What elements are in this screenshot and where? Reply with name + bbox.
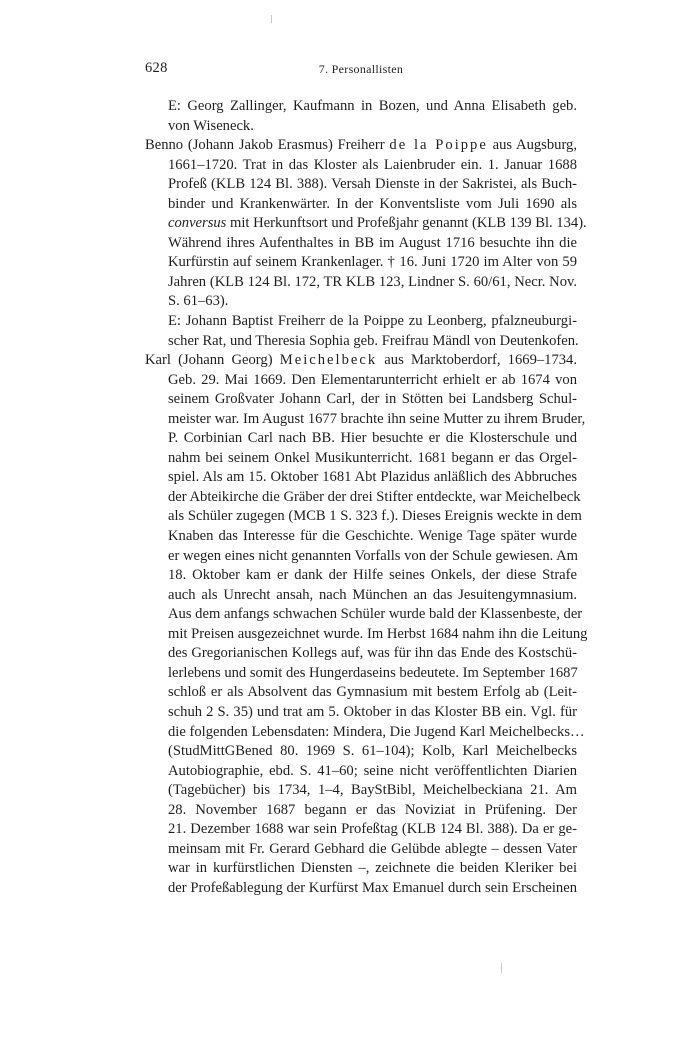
entry-benno xyxy=(145,136,587,351)
running-head: 7. Personallisten xyxy=(318,62,404,76)
text-line: 18. Oktober kam er dank der Hilfe seines Onkels, der diese Strafe xyxy=(168,567,577,584)
text-line: seinem Großvater Johann Carl, der in Stötten bei Landsberg Schul- xyxy=(168,391,577,408)
text-line: Profeß (KLB 124 Bl. 388). Versah Dienste in der Sakristei, als Buch- xyxy=(168,176,577,193)
text-line: 28. November 1687 begann er das Noviziat in Prüfening. Der xyxy=(168,801,577,818)
text-line: 21. Dezember 1688 war sein Profeßtag (KLB 124 Bl. 388). Da er ge- xyxy=(168,821,577,838)
text-line: Knaben das Interesse für die Geschichte. Wenige Tage später wurde xyxy=(168,528,577,545)
text-line: des Gregorianischen Kollegs auf, was für ihn das Ende des Kostschü- xyxy=(168,645,577,662)
text-line: (StudMittGBened 80. 1969 S. 61–104); Kolb, Karl Meichelbecks xyxy=(168,743,577,760)
text-line: meinsam mit Fr. Gerard Gebhard die Gelübde ablegte – dessen Vater xyxy=(168,840,577,857)
text-line: die folgenden Lebensdaten: Mindera, Die Jugend Karl Meichelbecks… xyxy=(168,723,585,740)
text-line: S. 61–63). xyxy=(168,293,229,310)
text-line: binder und Krankenwärter. In der Konventsliste vom Juli 1690 als xyxy=(168,195,577,212)
text-line: schuh 2 S. 35) und trat am 5. Oktober in das Kloster BB ein. Vgl. für xyxy=(168,703,577,720)
scan-mark xyxy=(271,15,272,23)
body-text xyxy=(145,97,588,898)
entry-heading-line xyxy=(145,136,577,156)
text-line: der Profeßablegung der Kurfürst Max Emanuel durch sein Erscheinen xyxy=(168,879,577,896)
text-line: Kurfürstin auf seinem Krankenlager. † 16. Juni 1720 im Alter von 59 xyxy=(168,254,577,271)
page-header xyxy=(145,60,577,82)
text-line: war in kurfürstlichen Diensten –, zeichnete die beiden Kleriker bei xyxy=(168,860,577,877)
text-line: der Abteikirche die Gräber der drei Stifter entdeckte, war Meichelbeck xyxy=(168,488,581,505)
text-line: von Wiseneck. xyxy=(168,117,254,134)
text-line: Karl (Johann Georg) Meichelbeck aus Marktoberdorf, 1669–1734. xyxy=(145,352,577,369)
text-line: als Schüler zugegen (MCB 1 S. 323 f.). Dieses Ereignis weckte in dem xyxy=(168,508,582,525)
text-line: schloß er als Absolvent das Gymnasium mit bestem Erfolg ab (Leit- xyxy=(168,684,577,701)
scan-mark xyxy=(501,963,502,973)
text-line: (Tagebücher) bis 1734, 1–4, BayStBibl, Meichelbeckiana 21. Am xyxy=(168,782,577,799)
entry-continuation xyxy=(145,97,577,136)
text-line: Geb. 29. Mai 1669. Den Elementarunterricht erhielt er ab 1674 von xyxy=(168,371,577,388)
text-line: Aus dem anfangs schwachen Schüler wurde bald der Klassenbeste, der xyxy=(168,606,583,623)
text-line: lerlebens und somit des Hungerdaseins bedeutete. Im September 1687 xyxy=(168,664,578,681)
text-line: meister war. Im August 1677 brachte ihn seine Mutter zu ihrem Bruder, xyxy=(168,410,586,427)
text-line: Benno (Johann Jakob Erasmus) Freiherr de la Poippe aus Augsburg, xyxy=(145,137,577,154)
entry-karl xyxy=(145,351,588,898)
text-line: auch als Unrecht ansah, nach München an das Jesuitengymnasium. xyxy=(168,586,577,603)
text-line: mit Preisen ausgezeichnet wurde. Im Herbst 1684 nahm ihn die Leitung xyxy=(168,625,588,642)
text-line: P. Corbinian Carl nach BB. Hier besuchte er die Klosterschule und xyxy=(168,430,577,447)
text-line: conversus mit Herkunftsort und Profeßjahr genannt (KLB 139 Bl. 134). xyxy=(168,215,587,232)
text-line: nahm bei seinem Onkel Musikunterricht. 1681 begann er das Orgel- xyxy=(168,449,577,466)
text-line: scher Rat, und Theresia Sophia geb. Freifrau Mändl von Deutenkofen. xyxy=(168,332,579,349)
text-line: Während ihres Aufenthaltes in BB im August 1716 besuchte ihn die xyxy=(168,234,577,251)
page-number: 628 xyxy=(145,60,168,76)
text-line: Jahren (KLB 124 Bl. 172, TR KLB 123, Lindner S. 60/61, Necr. Nov. xyxy=(168,273,577,290)
text-line: E: Johann Baptist Freiherr de la Poippe zu Leonberg, pfalzneuburgi- xyxy=(168,313,577,330)
text-line: spiel. Als am 15. Oktober 1681 Abt Plazidus anläßlich des Abbruches xyxy=(168,469,577,486)
text-line: er wegen eines nicht genannten Vorfalls von der Schule gewiesen. Am xyxy=(168,547,578,564)
text-line: Autobiographie, ebd. S. 41–60; seine nicht veröffentlichten Diarien xyxy=(168,762,577,779)
text-line: E: Georg Zallinger, Kaufmann in Bozen, und Anna Elisabeth geb. xyxy=(168,98,577,114)
text-line: 1661–1720. Trat in das Kloster als Laienbruder ein. 1. Januar 1688 xyxy=(168,156,577,173)
